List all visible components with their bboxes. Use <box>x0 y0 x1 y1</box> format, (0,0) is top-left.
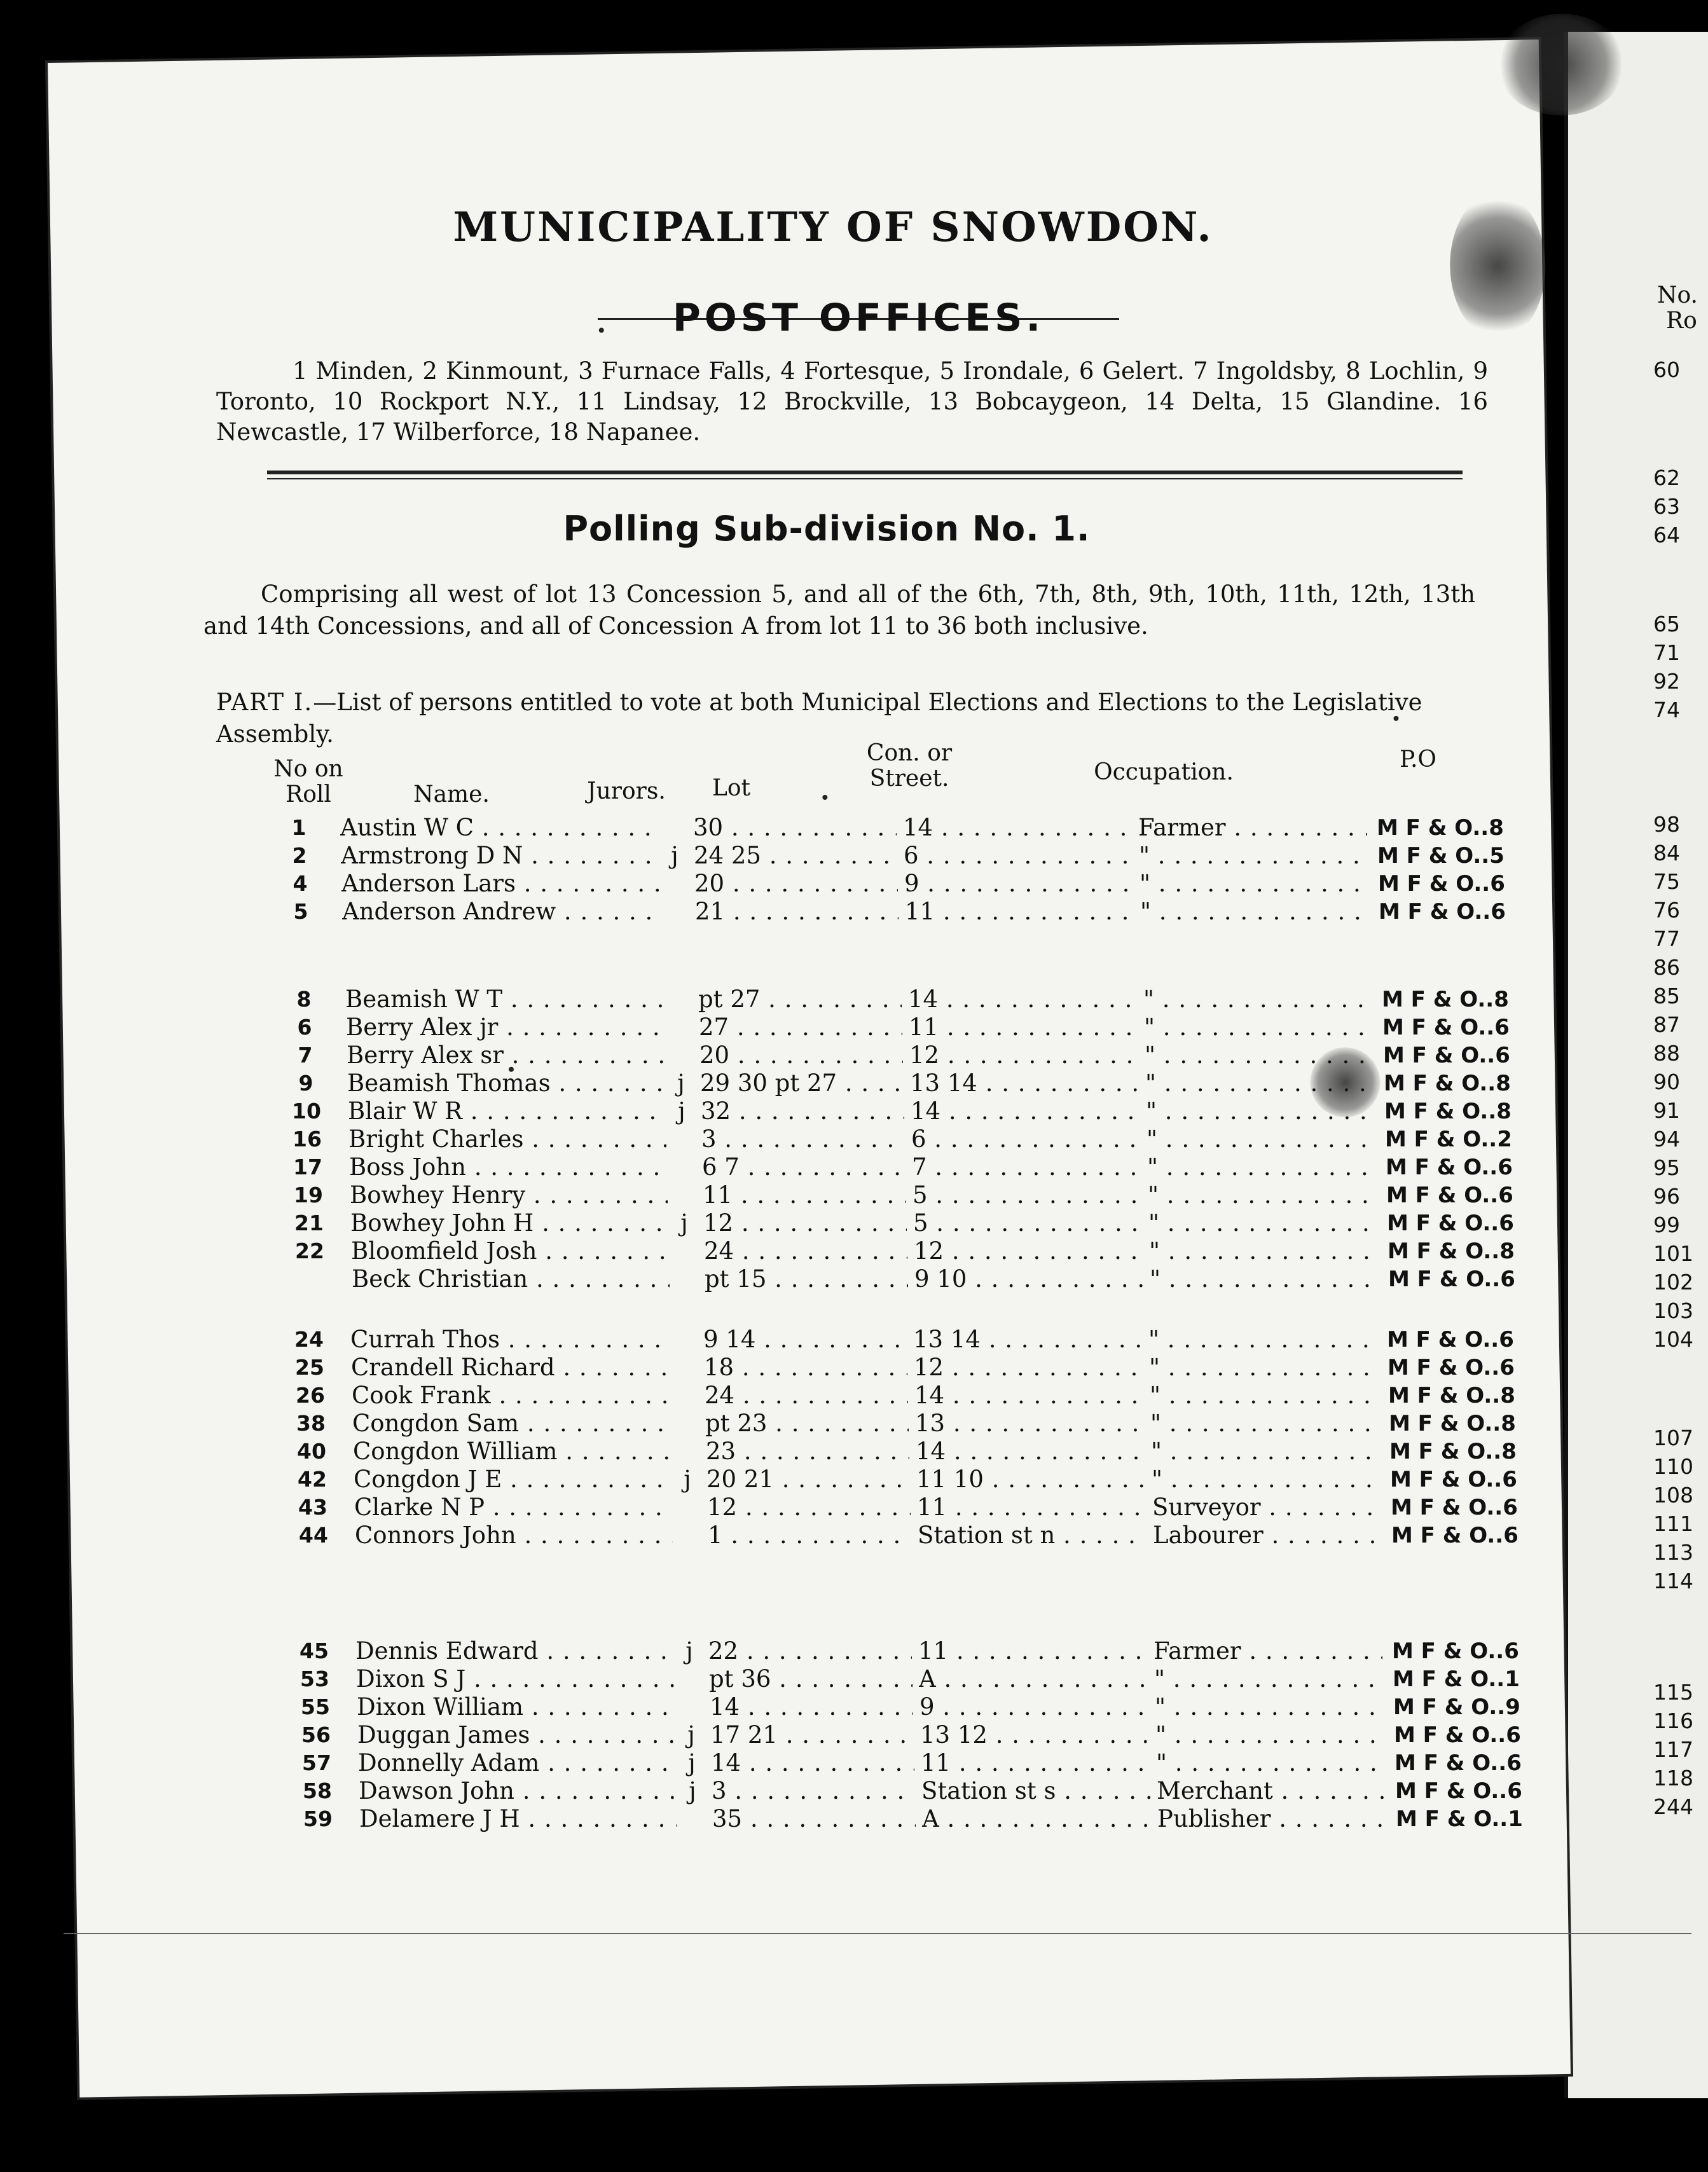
voter-lot: 23 . . . <box>706 1438 909 1466</box>
voter-row <box>288 1522 1592 1550</box>
voter-name: Bright Charles . . . <box>348 1125 666 1153</box>
next-page-roll-number: 86 <box>1653 955 1680 980</box>
next-page-roll-number: 71 <box>1653 640 1680 665</box>
voter-con: 9 10 . . . <box>914 1265 1143 1293</box>
voter-row <box>291 1749 1595 1777</box>
voter-no: 42 <box>298 1467 327 1492</box>
voter-po: M F & O..9 <box>1393 1694 1520 1720</box>
voter-con: 14 . . . <box>911 1097 1140 1125</box>
voter-po: M F & O..1 <box>1396 1806 1523 1832</box>
part-label: PART I. <box>216 689 313 716</box>
voter-no: 57 <box>302 1750 331 1775</box>
voter-lot: 35 . . . <box>712 1805 916 1833</box>
voter-con: 9 . . . <box>904 870 1133 898</box>
voter-row <box>282 1125 1585 1153</box>
voter-row <box>281 1097 1585 1125</box>
next-page-roll-number: 107 <box>1653 1426 1693 1450</box>
voter-row <box>286 1410 1589 1438</box>
voter-occ: Farmer . . . <box>1138 814 1367 842</box>
next-page-roll-number: 110 <box>1653 1454 1693 1479</box>
voter-con: 12 . . . <box>914 1237 1143 1265</box>
voter-lot: pt 23 . . . <box>705 1410 909 1438</box>
voter-jur: j <box>687 1721 695 1749</box>
voter-con: 13 14 . . . <box>913 1326 1142 1354</box>
voter-name: Duggan James . . . <box>357 1721 675 1749</box>
voter-occ: " . . . <box>1154 1665 1383 1693</box>
voter-con: 7 . . . <box>912 1153 1141 1181</box>
next-page-roll-number: 77 <box>1653 926 1680 951</box>
voter-no: 9 <box>298 1071 313 1096</box>
next-page-roll-number: 99 <box>1653 1213 1680 1237</box>
voter-po: M F & O..6 <box>1378 871 1505 897</box>
voter-jur: j <box>678 1097 685 1125</box>
voter-name: Clarke N P . . . <box>354 1494 672 1522</box>
voter-name: Austin W C . . . <box>340 814 658 842</box>
voter-name: Berry Alex sr . . . <box>347 1041 665 1069</box>
voter-row <box>292 1777 1595 1805</box>
voter-po: M F & O..8 <box>1388 1239 1515 1264</box>
voter-con: 6 . . . <box>904 842 1133 870</box>
voter-po: M F & O..6 <box>1383 1043 1510 1068</box>
voter-no: 55 <box>301 1694 330 1719</box>
voter-po: M F & O..6 <box>1395 1778 1522 1804</box>
voter-occ: " . . . <box>1145 1041 1374 1069</box>
voter-occ: Surveyor . . . <box>1152 1494 1381 1522</box>
voter-po: M F & O..6 <box>1390 1467 1517 1492</box>
voter-lot: 22 . . . <box>708 1637 912 1665</box>
voter-row <box>280 1069 1584 1097</box>
voter-con: 14 . . . <box>908 986 1137 1014</box>
polling-subdivision-description: Comprising all west of lot 13 Concession 5, and all of the 6th, 7th, 8th, 9th, 10th, 11th, 12th, 13th and 14th Concessions, and all of Concession A from lot 11 to 36 both inclusive. <box>203 581 1475 640</box>
page-title: MUNICIPALITY OF SNOWDON. <box>453 203 1213 251</box>
voter-occ: " . . . <box>1140 870 1368 898</box>
voter-name: Bowhey John H . . . <box>350 1209 668 1237</box>
next-page-roll-number: 116 <box>1653 1708 1693 1733</box>
voter-no: 8 <box>296 987 312 1012</box>
voter-lot: 27 . . . <box>699 1014 902 1041</box>
voter-lot: 14 . . . <box>711 1749 914 1777</box>
voter-row <box>287 1466 1590 1494</box>
voter-jur: j <box>677 1069 685 1097</box>
voter-lot: pt 36 . . . <box>709 1665 913 1693</box>
voter-row <box>275 898 1579 926</box>
voter-row <box>274 842 1578 870</box>
voter-po: M F & O..1 <box>1393 1667 1520 1692</box>
voter-no: 59 <box>303 1806 333 1831</box>
voter-no: 22 <box>295 1239 324 1263</box>
voter-con: 14 . . . <box>916 1438 1145 1466</box>
header-name: Name. <box>413 781 490 808</box>
voter-po: M F & O..6 <box>1379 899 1506 924</box>
voter-occ: " . . . <box>1144 1014 1373 1041</box>
voter-occ: " . . . <box>1149 1237 1378 1265</box>
voter-po: M F & O..6 <box>1391 1495 1518 1520</box>
voter-no: 43 <box>298 1495 327 1520</box>
voter-row <box>291 1721 1594 1749</box>
voter-occ: " . . . <box>1147 1153 1376 1181</box>
voter-po: M F & O..6 <box>1388 1267 1515 1292</box>
voter-lot: 1 . . . <box>708 1522 911 1550</box>
voter-lot: 11 . . . <box>703 1181 906 1209</box>
next-page-roll-number: 91 <box>1653 1098 1680 1123</box>
voter-no: 58 <box>303 1778 332 1803</box>
voter-po: M F & O..8 <box>1389 1439 1517 1464</box>
next-page-heading: No. Ro <box>1657 282 1698 334</box>
voter-po: M F & O..8 <box>1384 1071 1511 1096</box>
voter-jur: j <box>671 842 678 869</box>
voter-row <box>285 1382 1588 1410</box>
voter-po: M F & O..6 <box>1382 1015 1510 1040</box>
voter-name: Dawson John . . . <box>359 1777 677 1805</box>
next-page-roll-number: 75 <box>1653 869 1680 894</box>
header-occupation: Occupation. <box>1094 759 1234 785</box>
voter-row <box>273 814 1577 842</box>
voter-lot: 24 . . . <box>705 1382 908 1410</box>
voter-con: 13 12 . . . <box>920 1721 1149 1749</box>
voter-con: Station st n . . . <box>918 1522 1147 1550</box>
voter-con: 5 . . . <box>913 1181 1141 1209</box>
voter-row <box>287 1494 1591 1522</box>
voter-lot: 20 . . . <box>694 870 898 898</box>
voter-row <box>285 1265 1588 1293</box>
next-page-roll-number: 118 <box>1653 1766 1693 1791</box>
voter-lot: pt 15 . . . <box>705 1265 908 1293</box>
post-offices-heading: POST OFFICES. <box>672 296 1045 340</box>
voter-con: 13 . . . <box>915 1410 1144 1438</box>
voter-no: 45 <box>300 1639 329 1663</box>
next-page-roll-number: 88 <box>1653 1041 1680 1066</box>
next-page-roll-number: 117 <box>1653 1737 1693 1762</box>
voter-lot: 20 . . . <box>699 1041 903 1069</box>
voter-occ: " . . . <box>1146 1097 1375 1125</box>
voter-name: Currah Thos . . . <box>350 1326 668 1354</box>
voter-con: 14 . . . <box>914 1382 1143 1410</box>
voter-po: M F & O..8 <box>1388 1383 1515 1408</box>
next-page-roll-number: 101 <box>1653 1241 1693 1266</box>
voter-name: Donnelly Adam . . . <box>358 1749 676 1777</box>
voter-con: A . . . <box>922 1805 1151 1833</box>
voter-row <box>289 1637 1592 1665</box>
voter-name: Berry Alex jr . . . <box>346 1014 664 1041</box>
voter-po: M F & O..6 <box>1386 1155 1513 1180</box>
voter-lot: 3 . . . <box>701 1125 905 1153</box>
voter-name: Congdon William . . . <box>353 1438 671 1466</box>
voter-row <box>280 1041 1583 1069</box>
voter-no: 4 <box>293 871 308 896</box>
next-page-roll-number: 113 <box>1653 1540 1693 1565</box>
voter-name: Bowhey Henry . . . <box>350 1181 668 1209</box>
voter-row <box>284 1326 1587 1354</box>
voter-name: Crandell Richard . . . <box>351 1354 669 1382</box>
voter-con: 11 . . . <box>918 1637 1147 1665</box>
voter-no: 26 <box>296 1383 325 1408</box>
voter-lot: 17 21 . . . <box>710 1721 914 1749</box>
voter-lot: 6 7 . . . <box>702 1153 906 1181</box>
voter-row <box>289 1665 1593 1693</box>
header-no-on-roll: No on Roll <box>273 756 343 808</box>
next-page-roll-number: 102 <box>1653 1270 1693 1295</box>
next-page-roll-number: 87 <box>1653 1012 1680 1037</box>
section-divider <box>267 471 1463 474</box>
next-page-roll-number: 108 <box>1653 1483 1693 1508</box>
voter-con: A . . . <box>919 1665 1148 1693</box>
voter-po: M F & O..6 <box>1388 1355 1515 1380</box>
voter-no: 16 <box>293 1127 322 1151</box>
next-page-roll-number: 244 <box>1653 1794 1693 1819</box>
voter-row <box>293 1805 1596 1833</box>
voter-no: 1 <box>291 815 306 840</box>
voter-con: 9 . . . <box>919 1693 1148 1721</box>
next-page-roll-number: 65 <box>1653 612 1680 636</box>
next-page-roll-number: 103 <box>1653 1298 1693 1323</box>
voter-name: Boss John . . . <box>349 1153 667 1181</box>
next-page-roll-number: 64 <box>1653 523 1680 547</box>
voter-occ: Labourer . . . <box>1153 1522 1382 1550</box>
voter-name: Dixon William . . . <box>357 1693 675 1721</box>
voter-no: 10 <box>292 1099 321 1124</box>
voter-name: Dennis Edward . . . <box>355 1637 673 1665</box>
voter-occ: " . . . <box>1150 1410 1379 1438</box>
post-offices-list: 1 Minden, 2 Kinmount, 3 Furnace Falls, 4 Fortesque, 5 Irondale, 6 Gelert. 7 Ingoldsby, 8 Lochlin, 9 Toronto, 10 Rockport N.Y., 11 Lindsay, 12 Brockville, 13 Bobcaygeon, 14 Delta, 15 Glandine. 16 Newcastle, 17 Wilberforce, 18 Napanee. <box>216 357 1488 446</box>
voter-occ: " . . . <box>1156 1749 1385 1777</box>
voter-occ: Farmer . . . <box>1154 1637 1382 1665</box>
next-page-roll-number: 96 <box>1653 1184 1680 1209</box>
voter-occ: " . . . <box>1140 898 1369 926</box>
voter-name: Beamish Thomas . . . <box>347 1069 665 1097</box>
voter-lot: 14 . . . <box>710 1693 913 1721</box>
voter-po: M F & O..6 <box>1394 1722 1521 1748</box>
voter-con: Station st s . . . <box>921 1777 1150 1805</box>
voter-occ: " . . . <box>1148 1209 1377 1237</box>
voter-lot: 20 21 . . . <box>706 1466 910 1494</box>
voter-occ: " . . . <box>1147 1125 1375 1153</box>
part-text: —List of persons entitled to vote at both Municipal Elections and Elections to the Legislative Assembly. <box>216 689 1422 748</box>
voter-lot: 30 . . . <box>693 814 897 842</box>
voter-lot: 32 . . . <box>701 1097 904 1125</box>
voter-con: 11 . . . <box>905 898 1134 926</box>
voter-jur: j <box>685 1637 693 1665</box>
voter-occ: " . . . <box>1155 1693 1384 1721</box>
voter-lot: pt 27 . . . <box>698 986 902 1014</box>
voter-name: Connors John . . . <box>355 1522 673 1550</box>
voter-po: M F & O..6 <box>1391 1523 1519 1548</box>
next-page-roll-number: 94 <box>1653 1127 1680 1151</box>
voter-po: M F & O..6 <box>1395 1750 1522 1776</box>
voter-no: 53 <box>300 1667 329 1691</box>
voter-occ: " . . . <box>1139 842 1368 870</box>
next-page-roll-number: 115 <box>1653 1680 1693 1705</box>
voter-po: M F & O..6 <box>1392 1639 1519 1664</box>
voter-no: 25 <box>295 1355 324 1380</box>
voter-no: 17 <box>293 1155 322 1179</box>
voter-row <box>284 1209 1587 1237</box>
voter-name: Beck Christian . . . <box>352 1265 670 1293</box>
voter-name: Beamish W T . . . <box>345 986 663 1014</box>
dust-mark <box>822 795 827 800</box>
voter-row <box>279 986 1582 1014</box>
voter-row <box>284 1237 1588 1265</box>
voter-lot: 29 30 pt 27 . . . <box>700 1069 904 1097</box>
voter-occ: " . . . <box>1151 1438 1380 1466</box>
voter-name: Dixon S J . . . <box>356 1665 674 1693</box>
voter-row <box>284 1354 1588 1382</box>
voter-occ: " . . . <box>1148 1181 1377 1209</box>
voter-name: Anderson Lars . . . <box>341 870 659 898</box>
voter-no: 7 <box>298 1043 313 1068</box>
next-page-roll-number: 114 <box>1653 1569 1693 1593</box>
next-page-roll-number: 60 <box>1653 357 1680 382</box>
voter-occ: Merchant . . . <box>1157 1777 1386 1805</box>
voter-occ: Publisher . . . <box>1157 1805 1386 1833</box>
voter-row <box>275 870 1578 898</box>
voter-name: Delamere J H . . . <box>359 1805 677 1833</box>
voter-jur: j <box>689 1777 696 1804</box>
header-jurors: Jurors. <box>587 778 666 804</box>
voter-occ: " . . . <box>1150 1382 1379 1410</box>
voter-po: M F & O..5 <box>1377 843 1505 869</box>
voter-con: 5 . . . <box>913 1209 1142 1237</box>
next-page-roll-number: 74 <box>1653 698 1680 722</box>
voter-occ: " . . . <box>1152 1466 1381 1494</box>
header-po: P.O <box>1400 746 1436 773</box>
voter-po: M F & O..6 <box>1387 1211 1514 1236</box>
voter-no: 24 <box>294 1327 324 1352</box>
next-page-roll-number: 62 <box>1653 465 1680 490</box>
voter-po: M F & O..2 <box>1385 1127 1512 1152</box>
polling-subdivision-heading: Polling Sub-division No. 1. <box>563 509 1091 549</box>
next-page-roll-number: 111 <box>1653 1511 1693 1536</box>
voter-lot: 12 . . . <box>703 1209 907 1237</box>
voter-row <box>286 1438 1590 1466</box>
next-page-roll-number: 104 <box>1653 1327 1693 1352</box>
header-con-or-street: Con. or Street. <box>866 740 953 792</box>
voter-jur: j <box>680 1209 688 1237</box>
voter-con: 12 . . . <box>914 1354 1143 1382</box>
voter-no: 6 <box>297 1015 312 1040</box>
voter-con: 6 . . . <box>911 1125 1140 1153</box>
voter-lot: 12 . . . <box>707 1494 911 1522</box>
voter-no: 19 <box>294 1183 323 1207</box>
ink-stain <box>1449 192 1547 340</box>
next-page-roll-number: 92 <box>1653 669 1680 694</box>
voter-no: 40 <box>297 1439 326 1464</box>
next-page-roll-number: 76 <box>1653 898 1680 923</box>
voter-con: 13 14 . . . <box>910 1069 1139 1097</box>
voter-name: Bloomfield Josh . . . <box>351 1237 669 1265</box>
section-divider-thin <box>267 478 1463 479</box>
voter-no: 44 <box>299 1523 328 1548</box>
voter-con: 11 . . . <box>917 1494 1146 1522</box>
voter-no: 38 <box>296 1411 326 1436</box>
voter-lot: 3 . . . <box>712 1777 915 1805</box>
page-fold-line <box>64 1933 1691 1934</box>
voter-occ: " . . . <box>1149 1354 1378 1382</box>
voter-con: 14 . . . <box>903 814 1132 842</box>
voter-po: M F & O..8 <box>1384 1099 1512 1124</box>
voter-row <box>283 1181 1587 1209</box>
voter-lot: 21 . . . <box>695 898 899 926</box>
voter-jur: j <box>688 1749 696 1777</box>
voter-po: M F & O..6 <box>1386 1183 1513 1208</box>
voter-no: 56 <box>301 1722 331 1747</box>
voter-po: M F & O..6 <box>1387 1327 1514 1352</box>
voter-occ: " . . . <box>1145 1069 1374 1097</box>
next-page-roll-number: 95 <box>1653 1155 1680 1180</box>
voter-lot: 24 . . . <box>704 1237 907 1265</box>
voter-occ: " . . . <box>1143 986 1372 1014</box>
voter-row <box>290 1693 1594 1721</box>
voter-no: 2 <box>292 843 307 868</box>
voter-occ: " . . . <box>1150 1265 1379 1293</box>
voter-row <box>282 1153 1586 1181</box>
voter-name: Armstrong D N . . . <box>341 842 659 870</box>
voter-no: 21 <box>294 1211 324 1235</box>
voter-lot: 24 25 . . . <box>694 842 897 870</box>
voter-occ: " . . . <box>1148 1326 1377 1354</box>
voter-row <box>279 1014 1583 1041</box>
voter-no: 5 <box>293 899 308 924</box>
next-page-roll-number: 84 <box>1653 841 1680 865</box>
voter-name: Cook Frank . . . <box>352 1382 670 1410</box>
voter-name: Anderson Andrew . . . <box>342 898 660 926</box>
voter-name: Congdon J E . . . <box>354 1466 671 1494</box>
next-page-roll-number: 85 <box>1653 984 1680 1008</box>
voter-con: 11 . . . <box>909 1014 1138 1041</box>
voter-po: M F & O..8 <box>1377 815 1504 841</box>
next-page-roll-number: 98 <box>1653 812 1680 837</box>
voter-con: 12 . . . <box>909 1041 1138 1069</box>
voter-lot: 18 . . . <box>704 1354 907 1382</box>
voter-occ: " . . . <box>1155 1721 1384 1749</box>
voter-name: Congdon Sam . . . <box>352 1410 670 1438</box>
voter-lot: 9 14 . . . <box>703 1326 907 1354</box>
voter-con: 11 . . . <box>921 1749 1150 1777</box>
voter-po: M F & O..8 <box>1389 1411 1516 1436</box>
next-page-roll-number: 63 <box>1653 494 1680 519</box>
next-page-roll-number: 90 <box>1653 1069 1680 1094</box>
voter-con: 11 10 . . . <box>916 1466 1145 1494</box>
voter-jur: j <box>684 1466 691 1493</box>
header-lot: Lot <box>712 775 751 801</box>
voter-name: Blair W R . . . <box>348 1097 666 1125</box>
voter-po: M F & O..8 <box>1382 987 1509 1012</box>
